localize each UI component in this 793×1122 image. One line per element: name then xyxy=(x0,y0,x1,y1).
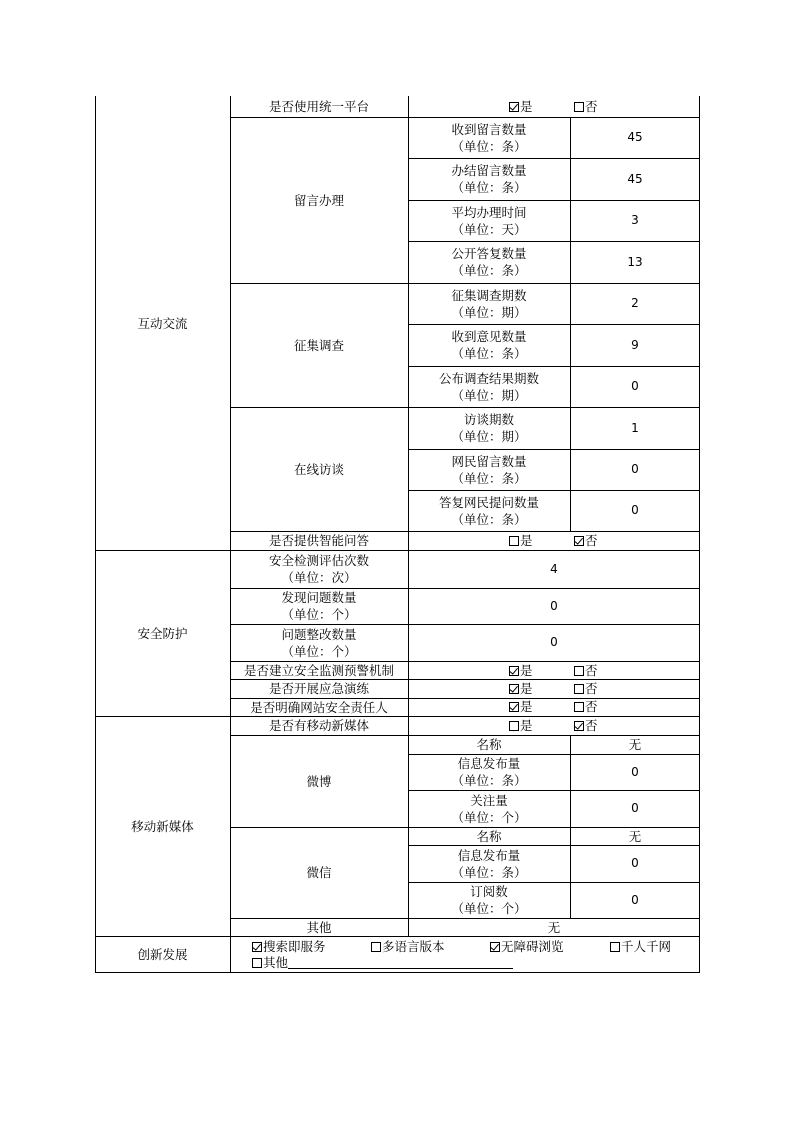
survey-group-label: 征集调查 xyxy=(293,337,344,353)
smart-qa-options xyxy=(408,532,700,549)
innovation-option-search-service[interactable]: 搜索即服务 xyxy=(252,938,326,955)
checkbox-icon[interactable] xyxy=(509,721,519,731)
divider-row xyxy=(408,449,700,450)
weibo-group-label: 微博 xyxy=(306,773,332,789)
divider-row xyxy=(230,679,700,680)
wechat-posts-label: 信息发布量 （单位：条） xyxy=(451,847,527,880)
innovation-options xyxy=(230,938,700,972)
divider-row xyxy=(408,882,700,883)
smart-qa-no[interactable]: 否 xyxy=(574,532,598,549)
mobile-has-media-options xyxy=(408,717,700,734)
interview-replies-value: 0 xyxy=(631,503,639,517)
weibo-followers-label: 关注量 （单位：个） xyxy=(451,792,527,825)
section-label: 互动交流 xyxy=(137,315,188,331)
unified-platform-label: 是否使用统一平台 xyxy=(268,99,369,114)
messages-done-value: 45 xyxy=(627,171,643,186)
border-left xyxy=(95,96,96,973)
divider-row xyxy=(230,624,700,625)
security-drill-options xyxy=(408,680,700,697)
divider-row xyxy=(230,735,700,736)
section-label: 安全防护 xyxy=(137,625,188,641)
wechat-posts-value: 0 xyxy=(631,856,639,870)
checkbox-icon[interactable] xyxy=(509,702,519,712)
checkbox-icon[interactable] xyxy=(509,666,519,676)
section-security xyxy=(95,550,230,716)
security-drill-yes[interactable]: 是 xyxy=(509,680,533,697)
interview-periods-value: 1 xyxy=(631,420,639,435)
checkbox-icon[interactable] xyxy=(574,702,584,712)
unified-platform-no[interactable]: 否 xyxy=(574,98,598,115)
innovation-option-accessibility[interactable]: 无障碍浏览 xyxy=(490,938,564,955)
section-label: 创新发展 xyxy=(137,947,188,962)
survey-results-value: 0 xyxy=(631,379,639,393)
checkbox-icon[interactable] xyxy=(509,684,519,694)
divider-row xyxy=(95,550,700,551)
divider-row xyxy=(95,936,700,937)
messages-received-value: 45 xyxy=(627,130,643,144)
survey-opinions-label: 收到意见数量 （单位：条） xyxy=(451,329,527,361)
messages-public-label: 公开答复数量 （单位：条） xyxy=(451,246,527,278)
innovation-option-multilingual[interactable]: 多语言版本 xyxy=(371,938,445,955)
messages-public-value: 13 xyxy=(627,254,643,269)
weibo-posts-value: 0 xyxy=(631,764,639,779)
report-table xyxy=(95,96,700,973)
divider-row xyxy=(230,661,700,662)
other-fill-line[interactable] xyxy=(288,956,513,969)
section-mobile xyxy=(95,716,230,936)
innovation-option-personalized[interactable]: 千人千网 xyxy=(610,938,671,955)
checkbox-icon[interactable] xyxy=(574,721,584,731)
security-owner-options xyxy=(408,698,700,715)
interview-periods-label: 访谈期数 （单位：期） xyxy=(451,412,527,444)
messages-received-label: 收到留言数量 （单位：条） xyxy=(451,121,527,154)
smart-qa-yes[interactable]: 是 xyxy=(509,532,533,549)
security-owner-yes[interactable]: 是 xyxy=(509,698,533,715)
interview-netizen-msg-label: 网民留言数量 （单位：条） xyxy=(451,453,527,486)
section-label: 移动新媒体 xyxy=(131,818,194,834)
security-issues-found-value: 0 xyxy=(550,598,558,613)
wechat-name-value: 无 xyxy=(628,828,642,844)
divider-col1 xyxy=(230,96,231,973)
divider-row xyxy=(230,117,700,118)
checkbox-icon[interactable] xyxy=(371,942,381,952)
checkbox-icon[interactable] xyxy=(574,684,584,694)
innovation-option-other[interactable]: 其他 xyxy=(252,954,513,971)
weibo-followers-value: 0 xyxy=(631,801,639,815)
security-issues-found-label: 发现问题数量 （单位：个） xyxy=(281,590,357,622)
divider-row xyxy=(408,845,700,846)
border-bottom xyxy=(95,972,700,973)
security-drill-label: 是否开展应急演练 xyxy=(268,681,369,696)
weibo-name-value: 无 xyxy=(628,737,642,752)
mobile-has-media-yes[interactable]: 是 xyxy=(509,717,533,734)
wechat-group-label: 微信 xyxy=(306,865,332,880)
checkbox-icon[interactable] xyxy=(252,958,262,968)
survey-periods-label: 征集调查期数 （单位：期） xyxy=(451,287,527,320)
messages-avg-time-value: 3 xyxy=(631,213,639,227)
survey-opinions-value: 9 xyxy=(631,337,639,352)
security-monitoring-no[interactable]: 否 xyxy=(574,662,598,679)
security-checks-count-label: 安全检测评估次数 （单位：次） xyxy=(268,553,369,585)
checkbox-icon[interactable] xyxy=(574,102,584,112)
mobile-has-media-no[interactable]: 否 xyxy=(574,717,598,734)
checkbox-icon[interactable] xyxy=(574,666,584,676)
mobile-has-media-label: 是否有移动新媒体 xyxy=(268,718,369,733)
divider-row xyxy=(408,324,700,325)
interview-netizen-msg-value: 0 xyxy=(631,462,639,476)
checkbox-icon[interactable] xyxy=(574,536,584,546)
security-monitoring-yes[interactable]: 是 xyxy=(509,662,533,679)
security-owner-label: 是否明确网站安全责任人 xyxy=(250,699,388,715)
security-drill-no[interactable]: 否 xyxy=(574,680,598,697)
wechat-subscribers-value: 0 xyxy=(631,892,639,907)
divider-row xyxy=(230,918,700,919)
wechat-subscribers-label: 订阅数 （单位：个） xyxy=(451,884,527,916)
survey-results-label: 公布调查结果期数 （单位：期） xyxy=(438,370,539,403)
checkbox-icon[interactable] xyxy=(509,536,519,546)
checkbox-icon[interactable] xyxy=(509,102,519,112)
divider-row xyxy=(408,366,700,367)
section-innovation xyxy=(95,936,230,973)
divider-row xyxy=(230,283,700,284)
divider-row xyxy=(230,588,700,589)
checkbox-icon[interactable] xyxy=(252,942,262,952)
messages-done-label: 办结留言数量 （单位：条） xyxy=(451,163,527,195)
smart-qa-label: 是否提供智能问答 xyxy=(268,533,369,548)
section-interactive xyxy=(95,96,230,550)
security-issues-fixed-value: 0 xyxy=(550,635,558,649)
weibo-name-label: 名称 xyxy=(476,737,502,752)
mobile-other-value: 无 xyxy=(547,919,561,935)
security-checks-count-value: 4 xyxy=(550,561,558,576)
border-right xyxy=(699,96,700,973)
security-monitoring-options xyxy=(408,662,700,679)
divider-row xyxy=(408,241,700,242)
divider-row xyxy=(230,827,700,828)
wechat-name-label: 名称 xyxy=(476,828,502,844)
divider-row xyxy=(230,698,700,699)
divider-col2 xyxy=(408,96,409,936)
messages-avg-time-label: 平均办理时间 （单位：天） xyxy=(451,204,527,237)
divider-row xyxy=(408,490,700,491)
checkbox-icon[interactable] xyxy=(610,942,620,952)
mobile-other-label: 其他 xyxy=(306,919,332,935)
weibo-posts-label: 信息发布量 （单位：条） xyxy=(451,756,527,788)
divider-row xyxy=(95,716,700,717)
messages-group-label: 留言办理 xyxy=(293,192,344,208)
unified-platform-options xyxy=(408,98,700,115)
checkbox-icon[interactable] xyxy=(490,942,500,952)
interview-group-label: 在线访谈 xyxy=(293,461,344,477)
divider-row xyxy=(230,407,700,408)
divider-row xyxy=(408,790,700,791)
security-owner-no[interactable]: 否 xyxy=(574,698,598,715)
divider-row xyxy=(408,200,700,201)
divider-row xyxy=(408,754,700,755)
security-monitoring-label: 是否建立安全监测预警机制 xyxy=(243,662,394,678)
unified-platform-yes[interactable]: 是 xyxy=(509,98,533,115)
interview-replies-label: 答复网民提问数量 （单位：条） xyxy=(438,494,539,527)
divider-row xyxy=(408,158,700,159)
divider-row xyxy=(230,531,700,532)
security-issues-fixed-label: 问题整改数量 （单位：个） xyxy=(281,626,357,659)
survey-periods-value: 2 xyxy=(631,296,639,310)
